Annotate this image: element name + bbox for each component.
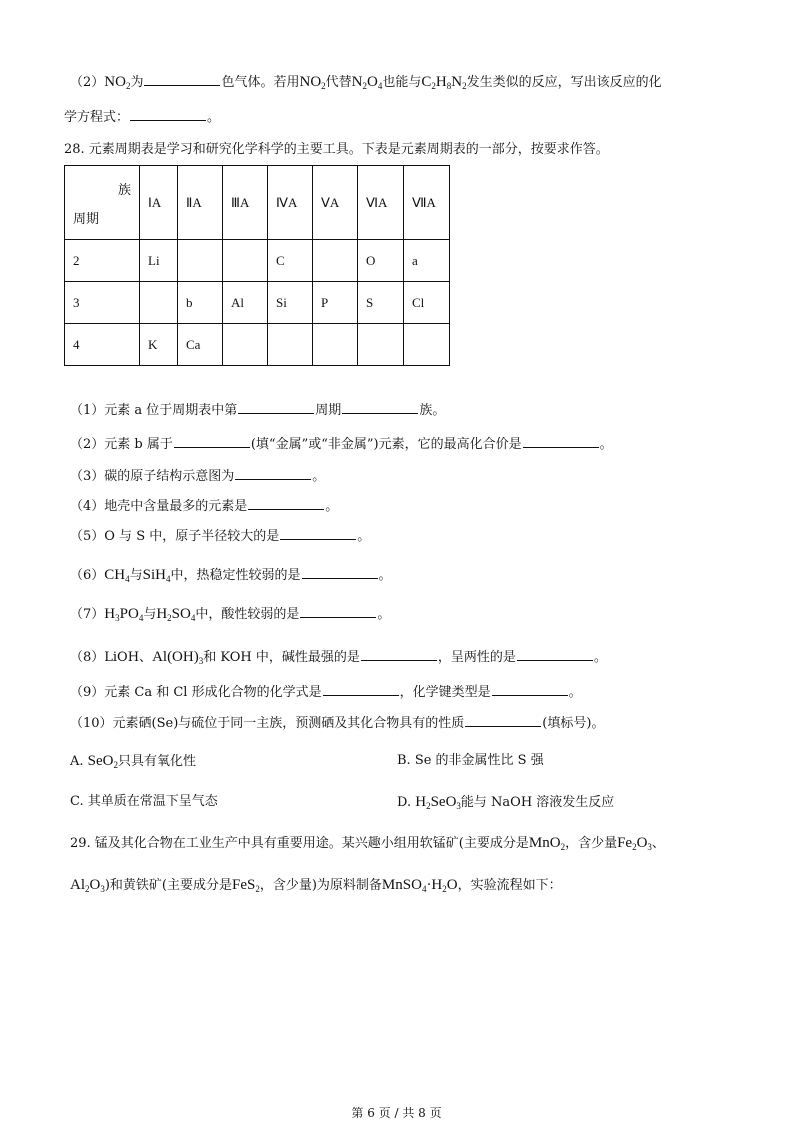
text-line xyxy=(70,72,662,96)
formula-subscript: 3 xyxy=(647,842,652,852)
formula-symbol: FeS xyxy=(232,877,256,893)
chemical-formula xyxy=(421,74,436,90)
text-segment: （1）元素 a 位于周期表中第 xyxy=(70,403,238,418)
text-segment: C. 其单质在常温下呈气态 xyxy=(70,794,218,809)
chemical-formula xyxy=(352,74,367,90)
formula-subscript: 4 xyxy=(190,613,196,623)
text-segment: 能与 NaOH 溶液发生反应 xyxy=(460,795,615,810)
text-segment: 。 xyxy=(377,607,391,622)
formula-subscript: 2 xyxy=(362,81,368,91)
answer-blank[interactable] xyxy=(342,401,418,414)
header-cell: ⅢA xyxy=(223,166,268,240)
element-cell: S xyxy=(358,282,404,324)
formula-symbol: N xyxy=(451,74,463,90)
formula-symbol: O xyxy=(367,74,378,90)
formula-symbol: NO xyxy=(299,74,322,90)
formula-subscript: 3 xyxy=(100,884,105,894)
chemical-formula xyxy=(143,567,171,583)
element-cell xyxy=(358,324,404,366)
text-line xyxy=(70,751,196,775)
element-cell: Li xyxy=(140,240,178,282)
answer-blank[interactable] xyxy=(280,527,356,540)
formula-subscript: 4 xyxy=(377,81,383,91)
text-segment: 族。 xyxy=(419,403,446,418)
table-row xyxy=(65,282,450,324)
answer-blank[interactable] xyxy=(492,683,568,696)
text-line xyxy=(64,140,609,160)
chemical-formula xyxy=(172,606,196,622)
formula-subscript: 2 xyxy=(321,81,326,91)
formula-symbol: SeO xyxy=(87,753,114,769)
text-segment: 。 xyxy=(325,499,339,514)
text-line xyxy=(70,875,562,899)
text-segment: 与 xyxy=(129,568,143,583)
text-segment: D. xyxy=(397,795,416,810)
formula-subscript: 2 xyxy=(85,884,90,894)
text-segment: 周期 xyxy=(315,403,342,418)
chemical-formula xyxy=(299,74,325,90)
chemical-formula xyxy=(88,753,118,769)
formula-subscript: 4 xyxy=(421,884,427,894)
text-segment: 。 xyxy=(357,529,371,544)
formula-symbol: H xyxy=(415,794,427,810)
formula-subscript: 2 xyxy=(442,884,447,894)
answer-blank[interactable] xyxy=(238,401,314,414)
formula-subscript: 2 xyxy=(426,801,431,811)
formula-symbol: Al xyxy=(70,877,85,893)
element-cell: O xyxy=(358,240,404,282)
text-line xyxy=(70,683,582,703)
element-cell xyxy=(178,240,223,282)
chemical-formula xyxy=(415,794,430,810)
text-segment: B. Se 的非金属性比 S 强 xyxy=(397,753,544,768)
formula-symbol: C xyxy=(421,74,432,90)
text-line xyxy=(70,565,392,589)
table-header-row xyxy=(65,166,450,240)
element-cell: Ca xyxy=(178,324,223,366)
element-cell xyxy=(313,324,358,366)
answer-blank[interactable] xyxy=(144,73,220,86)
text-line xyxy=(64,108,220,128)
element-cell: Si xyxy=(268,282,313,324)
table-row xyxy=(65,240,450,282)
element-cell: P xyxy=(313,282,358,324)
text-segment: （5）O 与 S 中，原子半径较大的是 xyxy=(70,529,280,544)
text-line xyxy=(70,401,445,421)
formula-symbol: CH xyxy=(104,567,126,583)
answer-blank[interactable] xyxy=(174,435,250,448)
text-segment: 。 xyxy=(378,568,392,583)
text-segment: 与 xyxy=(143,607,157,622)
text-segment: 色气体。若用 xyxy=(221,75,300,90)
chemical-formula xyxy=(104,606,119,622)
element-cell xyxy=(223,324,268,366)
page-footer: 第 6 页 / 共 8 页 xyxy=(351,1106,442,1120)
answer-blank[interactable] xyxy=(517,648,593,661)
text-segment: 。 xyxy=(599,437,613,452)
periodic-table-excerpt xyxy=(64,165,450,366)
formula-symbol: SO xyxy=(171,606,191,622)
text-segment: （3）碳的原子结构示意图为 xyxy=(70,469,235,484)
formula-symbol: H xyxy=(104,606,116,622)
text-line xyxy=(70,792,218,812)
formula-subscript: 2 xyxy=(632,842,637,852)
text-line xyxy=(397,751,544,771)
text-segment: （2）元素 b 属于 xyxy=(70,437,173,452)
formula-symbol: N xyxy=(351,74,363,90)
formula-symbol: SeO xyxy=(430,794,457,810)
chemical-formula xyxy=(367,74,382,90)
text-segment: 发生类似的反应，写出该反应的化 xyxy=(466,75,662,90)
text-segment: 29. 锰及其化合物在工业生产中具有重要用途。某兴趣小组用软锰矿(主要成分是 xyxy=(70,836,529,851)
formula-symbol: Al(OH) xyxy=(152,649,199,665)
header-cell: ⅡA xyxy=(178,166,223,240)
element-cell xyxy=(404,324,450,366)
element-cell: b xyxy=(178,282,223,324)
text-segment: ，含少量 xyxy=(565,836,618,851)
chemical-formula xyxy=(104,74,130,90)
chemical-formula xyxy=(637,835,652,851)
text-segment: ，实验流程如下： xyxy=(457,878,562,893)
answer-blank[interactable] xyxy=(323,683,399,696)
formula-subscript: 2 xyxy=(431,81,436,91)
text-segment: ，含少量)为原料制备 xyxy=(259,878,382,893)
chemical-formula xyxy=(426,877,446,893)
chemical-formula xyxy=(152,649,203,665)
formula-symbol: ·H xyxy=(426,877,443,893)
text-segment: 也能与 xyxy=(382,75,422,90)
chemical-formula xyxy=(90,877,105,893)
text-line xyxy=(70,604,390,628)
formula-subscript: 3 xyxy=(115,613,120,623)
text-line xyxy=(70,833,665,857)
answer-blank[interactable] xyxy=(523,435,599,448)
formula-symbol: PO xyxy=(119,606,139,622)
text-line xyxy=(70,467,325,487)
answer-blank[interactable] xyxy=(361,648,437,661)
formula-subscript: 2 xyxy=(462,81,467,91)
chemical-formula xyxy=(451,74,466,90)
element-cell: C xyxy=(268,240,313,282)
chemical-formula xyxy=(232,877,260,893)
text-line xyxy=(70,497,338,517)
answer-blank[interactable] xyxy=(130,108,206,121)
header-cell: ⅠA xyxy=(140,166,178,240)
header-cell: ⅤA xyxy=(313,166,358,240)
formula-symbol: Fe xyxy=(617,835,633,851)
formula-symbol: H xyxy=(156,606,168,622)
chemical-formula xyxy=(120,606,144,622)
text-segment: 中，热稳定性较弱的是 xyxy=(170,568,301,583)
formula-symbol: O xyxy=(89,877,101,893)
header-cell: ⅥA xyxy=(358,166,404,240)
chemical-formula xyxy=(529,835,565,851)
answer-blank[interactable] xyxy=(235,467,311,480)
corner-cell xyxy=(65,166,140,240)
group-label: 族 xyxy=(117,182,131,198)
text-line xyxy=(70,527,370,547)
period-label: 周期 xyxy=(73,211,100,227)
text-segment: )和黄铁矿(主要成分是 xyxy=(104,878,232,893)
header-cell: ⅣA xyxy=(268,166,313,240)
formula-subscript: 3 xyxy=(198,656,204,666)
formula-subscript: 2 xyxy=(560,842,566,852)
text-segment: (填“金属”或“非金属”)元素，它的最高化合价是 xyxy=(250,437,522,452)
formula-subscript: 4 xyxy=(138,613,144,623)
text-segment: 学方程式： xyxy=(64,110,130,125)
text-segment: A. xyxy=(70,754,88,769)
answer-blank[interactable] xyxy=(302,566,378,579)
element-cell: Cl xyxy=(404,282,450,324)
text-line xyxy=(70,714,604,734)
period-cell: 4 xyxy=(65,324,140,366)
formula-symbol: MnSO xyxy=(381,877,422,893)
formula-subscript: 8 xyxy=(446,81,452,91)
chemical-formula xyxy=(104,567,129,583)
element-cell xyxy=(268,324,313,366)
text-segment: （4）地壳中含量最多的元素是 xyxy=(70,499,248,514)
formula-symbol: MnO xyxy=(528,835,561,851)
chemical-formula xyxy=(617,835,637,851)
element-cell: K xyxy=(140,324,178,366)
text-segment: 28. 元素周期表是学习和研究化学科学的主要工具。下表是元素周期表的一部分，按要求作答。 xyxy=(64,142,609,157)
chemical-formula xyxy=(431,794,461,810)
text-segment: （2） xyxy=(70,75,105,90)
answer-blank[interactable] xyxy=(300,605,376,618)
formula-subscript: 4 xyxy=(125,574,130,584)
text-segment: 、 xyxy=(651,836,665,851)
text-segment: 只具有氧化性 xyxy=(118,754,197,769)
answer-blank[interactable] xyxy=(465,714,541,727)
text-segment: 。 xyxy=(568,685,582,700)
text-segment: ，呈两性的是 xyxy=(437,650,516,665)
text-line xyxy=(397,792,614,816)
element-cell: a xyxy=(404,240,450,282)
text-segment: 。 xyxy=(593,650,607,665)
text-segment: 和 KOH 中，碱性最强的是 xyxy=(203,650,360,665)
text-segment: (填标号)。 xyxy=(542,716,605,731)
period-cell: 2 xyxy=(65,240,140,282)
chemical-formula xyxy=(70,877,90,893)
formula-subscript: 3 xyxy=(456,801,461,811)
formula-symbol: O xyxy=(446,877,458,893)
element-cell xyxy=(140,282,178,324)
text-segment: 中，酸性较弱的是 xyxy=(195,607,300,622)
text-line xyxy=(70,647,607,671)
formula-subscript: 2 xyxy=(125,81,131,91)
text-segment: （8）LiOH、 xyxy=(70,650,153,665)
text-segment: （7） xyxy=(70,607,105,622)
formula-symbol: NO xyxy=(104,74,126,90)
text-segment: （10）元素硒(Se)与硫位于同一主族，预测硒及其化合物具有的性质 xyxy=(70,716,465,731)
period-cell: 3 xyxy=(65,282,140,324)
formula-symbol: H xyxy=(435,74,447,90)
formula-subscript: 2 xyxy=(167,613,172,623)
formula-symbol: O xyxy=(636,835,648,851)
text-segment: ，化学键类型是 xyxy=(399,685,491,700)
text-segment: 。 xyxy=(312,469,326,484)
text-segment: （9）元素 Ca 和 Cl 形成化合物的化学式是 xyxy=(70,685,322,700)
text-segment: 。 xyxy=(207,110,221,125)
text-line xyxy=(70,435,613,455)
element-cell xyxy=(223,240,268,282)
text-segment: 为 xyxy=(130,75,144,90)
element-cell xyxy=(313,240,358,282)
text-segment: 代替 xyxy=(325,75,352,90)
chemical-formula xyxy=(447,877,458,893)
header-cell: ⅦA xyxy=(404,166,450,240)
table-row xyxy=(65,324,450,366)
element-cell: Al xyxy=(223,282,268,324)
chemical-formula xyxy=(156,606,171,622)
formula-subscript: 4 xyxy=(165,574,171,584)
text-segment: （6） xyxy=(70,568,105,583)
formula-symbol: SiH xyxy=(142,567,166,583)
formula-subscript: 2 xyxy=(255,884,260,894)
chemical-formula xyxy=(436,74,451,90)
formula-subscript: 2 xyxy=(113,760,118,770)
answer-blank[interactable] xyxy=(248,497,324,510)
chemical-formula xyxy=(382,877,427,893)
